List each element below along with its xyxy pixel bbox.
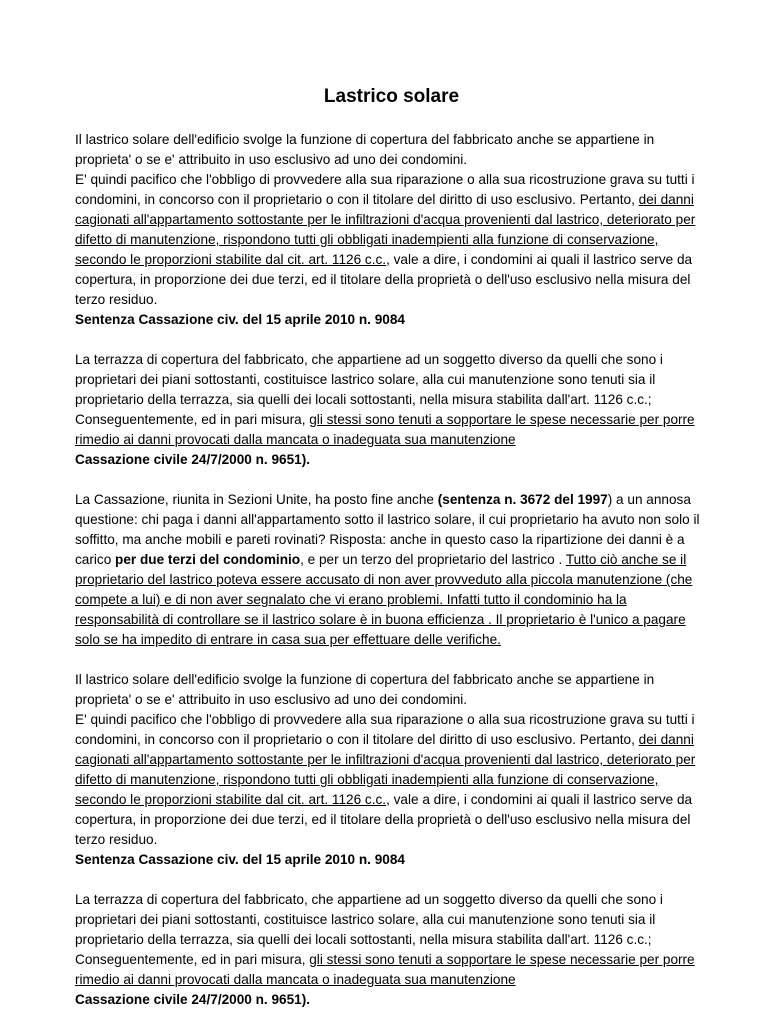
p5-underlined: gli stessi sono tenuti a sopportare le spese necessarie per porre rimedio ai danni provocati dalla mancata o inadeguata sua manutenzione (75, 952, 695, 987)
p4-reference: Sentenza Cassazione civ. del 15 aprile 2010 n. 9084 (75, 852, 405, 867)
paragraph-5 (75, 890, 708, 1010)
p3-bold-share: per due terzi del condominio (115, 552, 301, 567)
p1-text-a: Il lastrico solare dell'edificio svolge la funzione di copertura del fabbricato anche se appartiene in proprieta' o se e' attribuito in uso esclusivo ad uno dei condomini. (75, 132, 655, 167)
p1-reference: Sentenza Cassazione civ. del 15 aprile 2010 n. 9084 (75, 312, 405, 327)
p1-underlined: dei danni cagionati all'appartamento sottostante per le infiltrazioni d'acqua provenienti dal lastrico, deteriorato per difetto di manutenzione, rispondono tutti gli obbligati inadempienti alla funzione di conservazione, secondo le proporzioni stabilite dal cit. art. 1126 c.c. (75, 192, 696, 267)
p5-text-b: Conseguentemente, ed in pari misura, (75, 952, 310, 967)
p5-text-a: La terrazza di copertura del fabbricato, che appartiene ad un soggetto diverso da quelli che sono i proprietari dei piani sottostanti, costituisce lastrico solare, alla cui manutenzione sono tenuti sia il proprietario della terrazza, sia quelli dei locali sottostanti, nella misura stabilita dall'art. 1126 c.c.; (75, 892, 663, 947)
p2-text-a: La terrazza di copertura del fabbricato, che appartiene ad un soggetto diverso da quelli che sono i proprietari dei piani sottostanti, costituisce lastrico solare, alla cui manutenzione sono tenuti sia il proprietario della terrazza, sia quelli dei locali sottostanti, nella misura stabilita dall'art. 1126 c.c.; (75, 352, 663, 407)
p4-text-a: Il lastrico solare dell'edificio svolge la funzione di copertura del fabbricato anche se appartiene in proprieta' o se e' attribuito in uso esclusivo ad uno dei condomini. (75, 672, 655, 707)
p2-text-b: Conseguentemente, ed in pari misura, (75, 412, 310, 427)
p3-text-a: La Cassazione, riunita in Sezioni Unite, ha posto fine anche (75, 492, 438, 507)
paragraph-1 (75, 130, 708, 330)
page-title: Lastrico solare (323, 86, 460, 107)
p3-text-c: ) a un annosa questione: chi paga i danni all'appartamento sotto il lastrico solare, il cui proprietario ha avuto non solo il soffitto, ma anche mobili e pareti rovinati? Risposta: anche in questo caso la ripartizione dei danni è a carico (75, 492, 700, 567)
p4-text-c: , vale a dire, i condomini ai quali il lastrico serve da copertura, in proporzione dei due terzi, ed il titolare della proprietà o dell'uso esclusivo nella misura del terzo residuo. (75, 792, 693, 847)
p3-bold-sentence: (sentenza n. 3672 del 1997 (437, 492, 608, 507)
paragraph-4 (75, 670, 708, 870)
p5-reference: Cassazione civile 24/7/2000 n. 9651). (75, 992, 311, 1007)
p4-text-b: E' quindi pacifico che l'obbligo di provvedere alla sua riparazione o alla sua ricostruzione grava su tutti i condomini, in concorso con il proprietario o con il titolare del diritto di uso esclusivo. Pertanto, (75, 712, 695, 747)
p4-underlined: dei danni cagionati all'appartamento sottostante per le infiltrazioni d'acqua provenienti dal lastrico, deteriorato per difetto di manutenzione, rispondono tutti gli obbligati inadempienti alla funzione di conservazione, secondo le proporzioni stabilite dal cit. art. 1126 c.c. (75, 732, 696, 807)
paragraph-2 (75, 350, 708, 470)
p1-text-b: E' quindi pacifico che l'obbligo di provvedere alla sua riparazione o alla sua ricostruzione grava su tutti i condomini, in concorso con il proprietario o con il titolare del diritto di uso esclusivo. Pertanto, (75, 172, 695, 207)
p1-text-c: , vale a dire, i condomini ai quali il lastrico serve da copertura, in proporzione dei due terzi, ed il titolare della proprietà o dell'uso esclusivo nella misura del terzo residuo. (75, 252, 693, 307)
p3-text-d: , e per un terzo del proprietario del lastrico . (300, 552, 566, 567)
p3-underlined: Tutto ciò anche se il proprietario del lastrico poteva essere accusato di non aver provveduto alla piccola manutenzione (che compete a lui) e di non aver segnalato che vi erano problemi. Infatti tutto il condominio ha la responsabilità di controllare se il lastrico solare è in buona efficienza . Il proprietario è l'unico a pagare solo se ha impedito di entrare in casa sua per effettuare delle verifiche. (75, 552, 693, 647)
p2-underlined: gli stessi sono tenuti a sopportare le spese necessarie per porre rimedio ai danni provocati dalla mancata o inadeguata sua manutenzione (75, 412, 695, 447)
paragraph-3 (75, 490, 708, 650)
p2-reference: Cassazione civile 24/7/2000 n. 9651). (75, 452, 311, 467)
